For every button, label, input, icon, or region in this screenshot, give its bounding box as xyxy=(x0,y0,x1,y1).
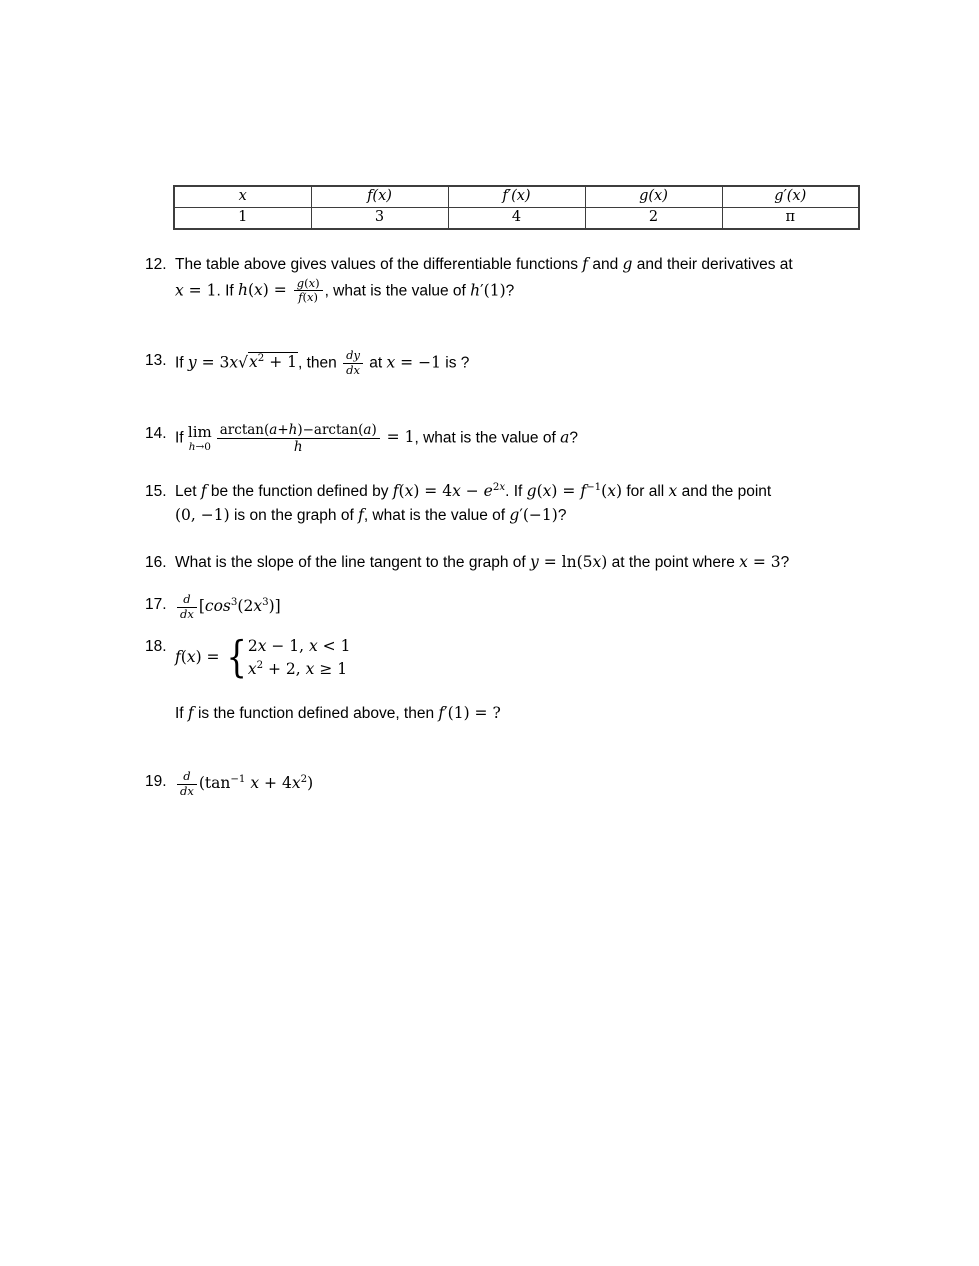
question-16-number: 16. xyxy=(145,554,167,572)
question-18 xyxy=(145,631,860,725)
question-17 xyxy=(145,593,860,622)
question-12-number: 12. xyxy=(145,256,167,273)
value-cell-gx: 2 xyxy=(585,208,722,230)
question-13-number: 13. xyxy=(145,352,167,370)
question-12-text: The table above gives values of the differentiable functions f and g and their derivatives at x = 1. If h(x) = $\frac{g(x)}{f(x)}$ , what is the value of h′(1)? xyxy=(175,255,793,305)
question-16-text: What is the slope of the line tangent to the graph of y = ln(5x) at the point where x = 3? xyxy=(175,553,790,572)
value-cell-x: 1 xyxy=(174,208,311,230)
question-12 xyxy=(145,253,860,305)
question-19-number: 19. xyxy=(145,772,167,790)
question-15-text: Let f be the function defined by $f(x) = 4x - e^{2x}$. If $g(x) = f^{-1}(x)$ for all x and the point (0, −1) is on the graph of f, what is the value of g′(−1)? xyxy=(175,481,772,524)
header-cell-fpx: f′(x) xyxy=(448,186,585,208)
table-header-row xyxy=(174,186,859,208)
question-14 xyxy=(145,422,860,455)
function-values-table xyxy=(173,185,860,230)
question-17-number: 17. xyxy=(145,595,167,613)
question-18-number: 18. xyxy=(145,638,167,656)
header-cell-fx: f(x) xyxy=(311,186,448,208)
question-19-text: $\frac{d}{dx}$ ($\tan^{-1}$ $x + 4x^2$) xyxy=(175,770,860,799)
question-17-text: $\frac{d}{dx}$ $[\cos^3(2x^3)]$ xyxy=(175,593,860,622)
header-cell-x: x xyxy=(174,186,311,208)
question-15-number: 15. xyxy=(145,483,167,501)
table-value-row xyxy=(174,208,859,230)
header-cell-gx: g(x) xyxy=(585,186,722,208)
value-cell-gpx: π xyxy=(722,208,859,230)
question-13-text: If $y = 3x√x^2 + 1$, then $\frac{dy}{dx}$ at x = −1 is ? xyxy=(175,348,470,377)
question-16 xyxy=(145,551,860,575)
question-15 xyxy=(145,480,860,527)
question-13 xyxy=(145,349,860,378)
question-18-text: f(x) = { 2x − 1, x < 1 $x^2 + 2$, x ≥ 1 If f is the function defined above, then f′(1) = ? xyxy=(175,631,501,723)
question-14-number: 14. xyxy=(145,424,167,442)
questions-list xyxy=(145,253,860,798)
value-cell-fx: 3 xyxy=(311,208,448,230)
question-19 xyxy=(145,770,860,799)
header-cell-gpx: g′(x) xyxy=(722,186,859,208)
value-cell-fpx: 4 xyxy=(448,208,585,230)
question-14-text: If lim h→0 $\frac{\arctan(a+h)-\arctan(a)}{h}$ = 1, what is the value of a? xyxy=(175,421,578,455)
